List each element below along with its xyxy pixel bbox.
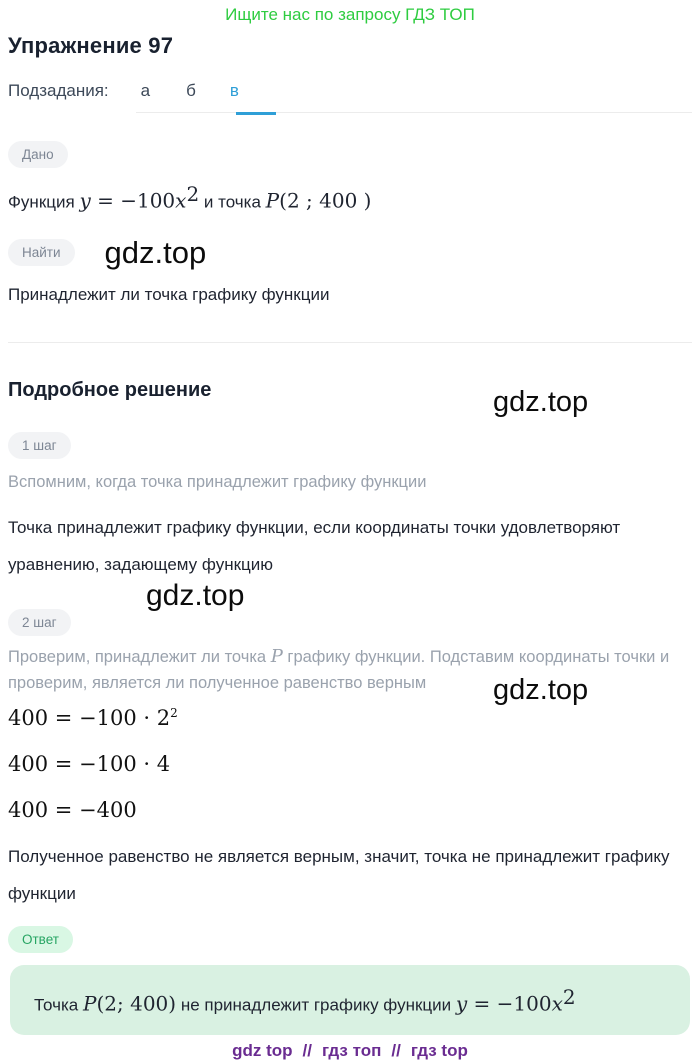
step2-hint-part1: Проверим, принадлежит ли точка [8,647,267,666]
math-point-name: P [265,188,280,213]
answer-box [10,965,690,1036]
footer-separator-1: // [302,1041,312,1061]
answer-point-name: P [83,991,97,1016]
watermark-text: gdz.top [493,386,589,418]
equation-1-base: 400 = −100 · 2 [8,705,171,730]
tab-subtask-a[interactable]: а [140,81,151,100]
subtasks-label: Подзадания: [8,81,109,100]
given-badge: Дано [8,141,68,168]
math-function-exp: 2 [186,182,200,206]
tabs-underline-track [136,112,692,113]
answer-function-exp: 2 [562,984,576,1009]
footer-separator-2: // [391,1041,401,1061]
given-prefix: Функция [8,192,75,212]
watermark-text: gdz.top [493,674,589,706]
answer-part1: Точка [34,995,79,1015]
subtasks-tabs [8,81,692,101]
step1-hint: Вспомним, когда точка принадлежит графику функции [8,472,427,491]
equation-1 [8,706,692,730]
section-divider [8,342,692,343]
answer-part2: не принадлежит графику функции [180,995,452,1015]
step2-hint-part2: графику функции. Подставим координаты точки и проверим, является ли полученное равенство верным [8,647,670,692]
active-tab-indicator [236,112,276,115]
equation-2: 400 = −100 · 4 [8,751,171,776]
answer-function-eq: = −100 [467,991,552,1016]
footer-link-1[interactable]: gdz top [232,1041,293,1061]
watermark-text: gdz.top [104,234,207,270]
equation-1-exp: 2 [170,705,178,720]
step1-body: Точка принадлежит графику функции, если координаты точки удовлетворяют уравнению, задающему функцию [8,517,621,574]
page [0,5,700,1061]
solution-heading: Подробное решение [8,378,212,401]
watermark-text: gdz.top [146,579,245,612]
answer-badge: Ответ [8,926,73,953]
tabs-underline [128,112,692,115]
find-question: Принадлежит ли точка графику функции [8,284,330,304]
promo-banner: Ищите нас по запросу ГДЗ ТОП [225,5,475,24]
find-badge: Найти [8,239,75,266]
given-statement [8,182,692,213]
tab-subtask-b[interactable]: б [186,81,196,100]
math-function-var: y [79,188,91,213]
page-title: Упражнение 97 [8,33,174,58]
step2-badge: 2 шаг [8,609,71,636]
equation-3: 400 = −400 [8,797,137,822]
answer-function-x: x [551,991,563,1016]
math-function-eq: = −100 [90,188,176,213]
math-point-args: (2 ; 400 ) [279,188,372,213]
step2-conclusion: Полученное равенство не является верным, значит, точка не принадлежит графику функции [8,846,670,903]
footer-link-2[interactable]: гдз топ [322,1041,382,1061]
footer-link-3[interactable]: гдз top [410,1041,468,1061]
given-middle: и точка [203,192,261,212]
step1-badge: 1 шаг [8,432,71,459]
footer-links [8,1041,692,1061]
answer-point-args: (2; 400) [96,991,177,1016]
tab-subtask-v-active[interactable]: в [229,81,239,100]
math-point-p: P [270,645,283,667]
math-function-x: x [175,188,187,213]
answer-function-var: y [455,991,468,1016]
